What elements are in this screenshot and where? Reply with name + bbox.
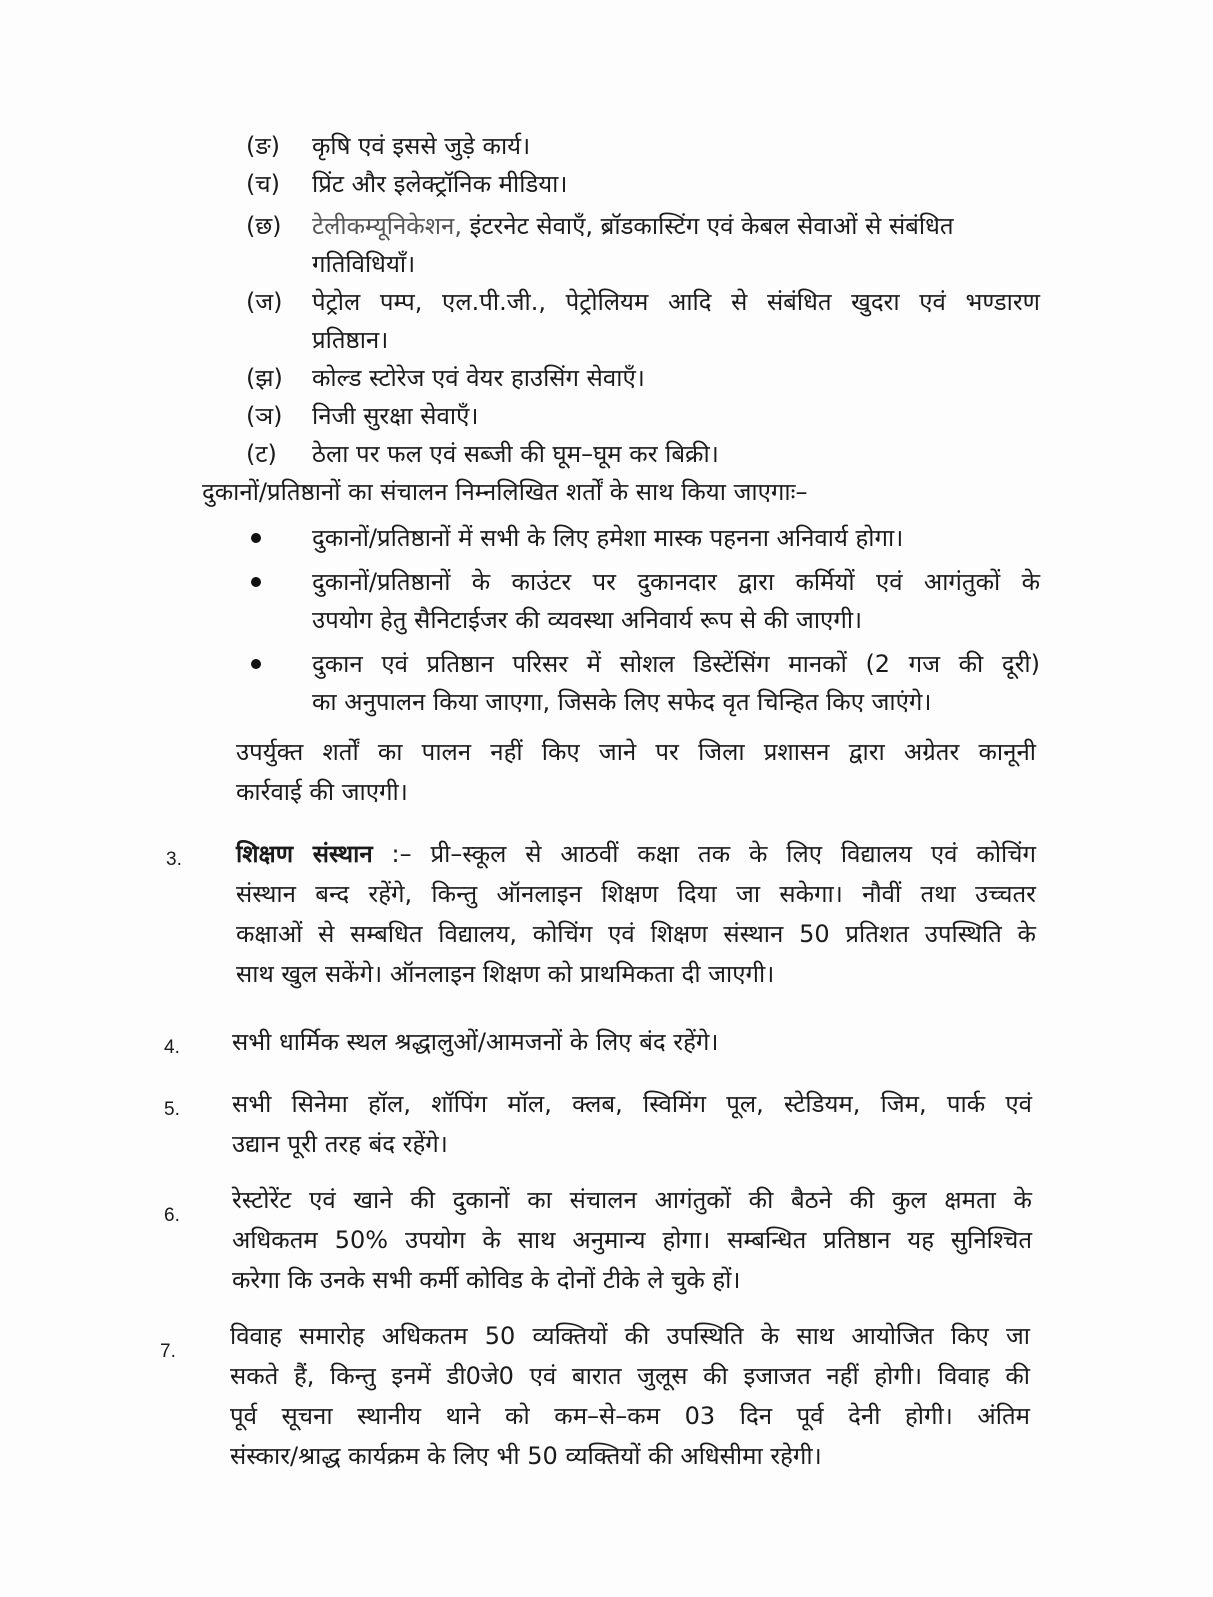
sub-item-text: कोल्ड स्टोरेज एवं वेयर हाउसिंग सेवाएँ।: [312, 364, 645, 392]
sub-item-text: प्रतिष्ठान।: [312, 326, 389, 354]
sub-item-label: (ङ): [246, 132, 281, 160]
sub-item-label: (ज): [246, 288, 283, 316]
bullet-icon: [251, 577, 261, 587]
section-text: रेस्टोरेंट एवं खाने की दुकानों का संचालन आगंतुकों की बैठने की कुल क्षमता के: [232, 1186, 1032, 1214]
condition-text: उपयोग हेतु सैनिटाईजर की व्यवस्था अनिवार्य रूप से की जाएगी।: [312, 606, 863, 634]
section-text: उद्यान पूरी तरह बंद रहेंगे।: [232, 1130, 448, 1158]
section-heading: शिक्षण संस्थान: [236, 840, 373, 868]
condition-text: का अनुपालन किया जाएगा, जिसके लिए सफेद वृत चिन्हित किए जाएंगे।: [312, 688, 932, 716]
conditions-intro: दुकानों/प्रतिष्ठानों का संचालन निम्नलिखित शर्तों के साथ किया जाएगाः–: [202, 478, 808, 506]
section-text: सकते हैं, किन्तु इनमें डी0जे0 एवं बारात जुलूस की इजाजत नहीं होगी। विवाह की: [230, 1362, 1030, 1390]
section-text: विवाह समारोह अधिकतम 50 व्यक्तियों की उपस्थिति के साथ आयोजित किए जा: [230, 1322, 1030, 1350]
sub-item-text: ठेला पर फल एवं सब्जी की घूम–घूम कर बिक्री।: [312, 440, 719, 468]
sub-item-text: निजी सुरक्षा सेवाएँ।: [312, 402, 479, 430]
sub-item-text: कृषि एवं इससे जुड़े कार्य।: [312, 132, 531, 160]
section-heading-suffix: :– प्री–स्कूल से आठवीं कक्षा तक के लिए विद्यालय एवं कोचिंग: [372, 840, 1036, 868]
section-number: 7.: [160, 1341, 176, 1362]
section-text: कक्षाओं से सम्बधित विद्यालय, कोचिंग एवं शिक्षण संस्थान 50 प्रतिशत उपस्थिति के: [236, 920, 1036, 948]
sub-item-text-rest: इंटरनेट सेवाएँ, ब्रॉडकास्टिंग एवं केबल सेवाओं से संबंधित: [461, 212, 954, 240]
sub-item-text: पेट्रोल पम्प, एल.पी.जी., पेट्रोलियम आदि से संबंधित खुदरा एवं भण्डारण: [312, 288, 1040, 316]
sub-item-label: (छ): [246, 212, 282, 240]
section-text: सभी धार्मिक स्थल श्रद्धालुओं/आमजनों के लिए बंद रहेंगे।: [232, 1028, 719, 1056]
section-text: संस्कार/श्राद्ध कार्यक्रम के लिए भी 50 व्यक्तियों की अधिसीमा रहेगी।: [230, 1442, 822, 1470]
section-text: साथ खुल सकेंगे। ऑनलाइन शिक्षण को प्राथमिकता दी जाएगी।: [236, 960, 775, 988]
sub-item-label: (झ): [246, 364, 283, 392]
sub-item-label: (च): [246, 170, 280, 198]
section-text: संस्थान बन्द रहेंगे, किन्तु ऑनलाइन शिक्षण दिया जा सकेगा। नौवीं तथा उच्चतर: [236, 880, 1036, 908]
sub-item-text-prefix: टेलीकम्यूनिकेशन,: [312, 212, 462, 240]
penalty-note: कार्रवाई की जाएगी।: [236, 778, 408, 806]
sub-item-text: प्रिंट और इलेक्ट्रॉनिक मीडिया।: [312, 170, 568, 198]
section-text: [236, 836, 1036, 872]
section-number: 3.: [166, 849, 182, 870]
section-number: 6.: [164, 1205, 180, 1226]
sub-item-label: (ञ): [246, 402, 283, 430]
condition-text: दुकान एवं प्रतिष्ठान परिसर में सोशल डिस्टेंसिंग मानकों (2 गज की दूरी): [312, 650, 1040, 678]
section-text: करेगा कि उनके सभी कर्मी कोविड के दोनों टीके ले चुके हों।: [232, 1266, 741, 1294]
sub-item-text: गतिविधियाँ।: [312, 250, 416, 278]
bullet-icon: [251, 659, 261, 669]
bullet-icon: [251, 533, 261, 543]
section-number: 4.: [164, 1037, 180, 1058]
penalty-note: उपर्युक्त शर्तों का पालन नहीं किए जाने पर जिला प्रशासन द्वारा अग्रेतर कानूनी: [236, 738, 1036, 766]
sub-item-label: (ट): [246, 440, 277, 468]
section-number: 5.: [164, 1099, 180, 1120]
sub-item-text: [312, 208, 1040, 244]
condition-text: दुकानों/प्रतिष्ठानों में सभी के लिए हमेशा मास्क पहनना अनिवार्य होगा।: [312, 524, 904, 552]
section-text: सभी सिनेमा हॉल, शॉपिंग मॉल, क्लब, स्विमिंग पूल, स्टेडियम, जिम, पार्क एवं: [232, 1090, 1032, 1118]
condition-text: दुकानों/प्रतिष्ठानों के काउंटर पर दुकानदार द्वारा कर्मियों एवं आगंतुकों के: [312, 568, 1040, 596]
section-text: पूर्व सूचना स्थानीय थाने को कम–से–कम 03 दिन पूर्व देनी होगी। अंतिम: [230, 1402, 1030, 1430]
section-text: अधिकतम 50% उपयोग के साथ अनुमान्य होगा। सम्बन्धित प्रतिष्ठान यह सुनिश्चित: [232, 1226, 1032, 1254]
